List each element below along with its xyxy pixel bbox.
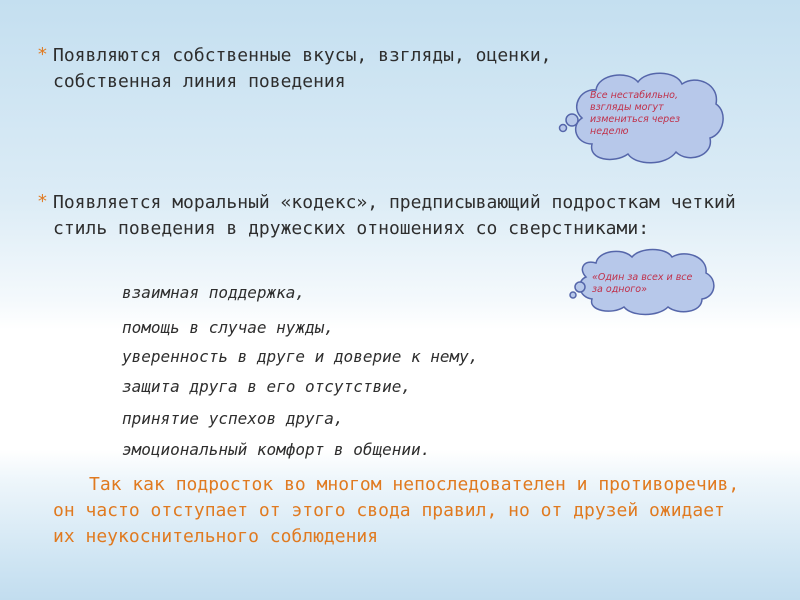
- bullet-own-views: [37, 43, 613, 95]
- conclusion-text: Так как подросток во многом непоследователен и противоречив, он часто отступает от этого свода правил, но от друзей ожидает их неукоснительного соблюдения: [53, 474, 740, 547]
- code-item-acceptance: принятие успехов друга,: [122, 409, 344, 428]
- code-item-support: взаимная поддержка,: [122, 283, 306, 302]
- bullet-text: Появляется моральный «кодекс», предписывающий подросткам четкий стиль поведения в дружеских отношениях со сверстниками:: [53, 192, 736, 239]
- bullet-marker: *: [37, 191, 48, 212]
- thought-cloud-unstable: [558, 68, 728, 170]
- code-item-comfort: эмоциональный комфорт в общении.: [122, 440, 431, 459]
- cloud-text: Все нестабильно, взгляды могут измениться через неделю: [590, 90, 681, 137]
- cloud-text: «Один за всех и все за одного»: [592, 272, 693, 295]
- code-item-help: помощь в случае нужды,: [122, 318, 334, 337]
- thought-cloud-motto: [570, 247, 718, 315]
- bullet-moral-code: [37, 190, 753, 242]
- bullet-text: Появляются собственные вкусы, взгляды, оценки, собственная линия поведения: [53, 45, 552, 92]
- code-item-protection: защита друга в его отсутствие,: [122, 377, 411, 396]
- bullet-marker: *: [37, 44, 48, 65]
- code-item-trust: уверенность в друге и доверие к нему,: [122, 347, 479, 366]
